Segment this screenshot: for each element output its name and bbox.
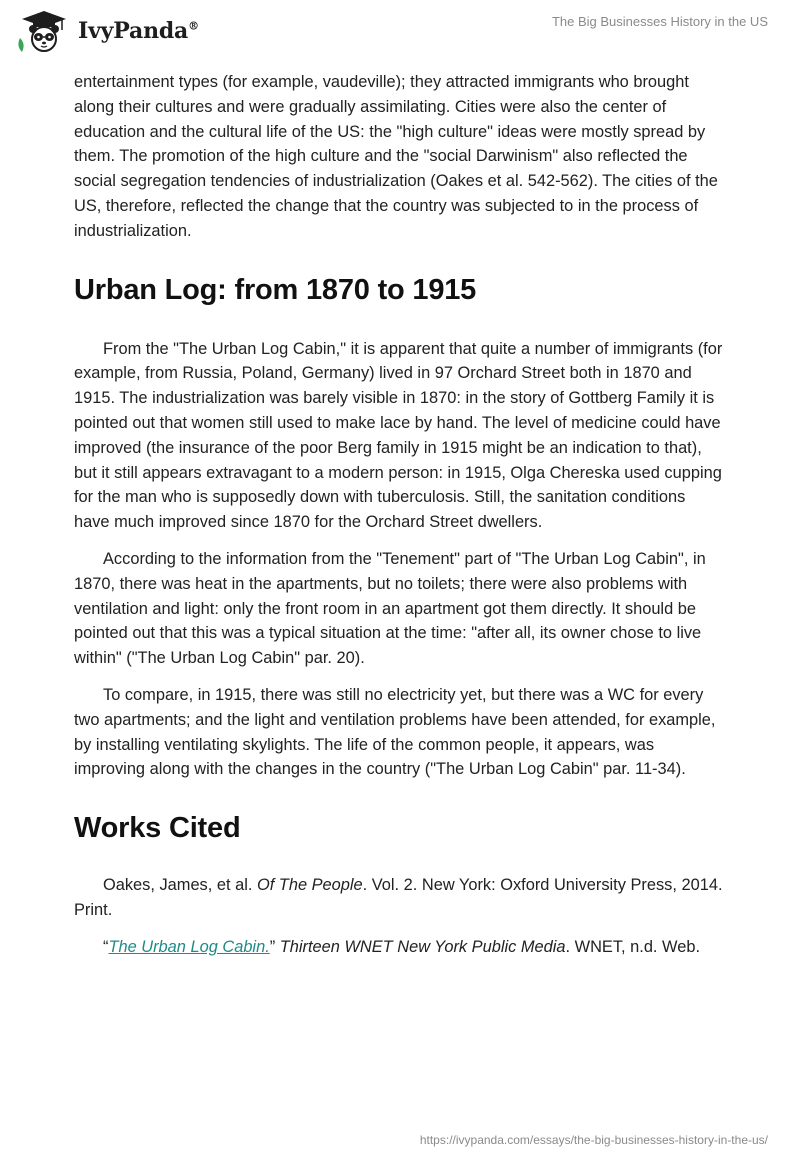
essay-body [74,70,724,960]
logo-wordmark: IvyPanda® [78,18,199,44]
citation-title: Of The People [256,876,363,895]
document-title: The Big Businesses History in the US [551,14,768,29]
footer-source-url[interactable]: https://ivypanda.com/essays/the-big-businesses-history-in-the-us/ [419,1133,768,1147]
paragraph: To compare, in 1915, there was still no electricity yet, but there was a WC for every two apartments; and the light and ventilation problems have been attended, for example, by installing ventilating skylights. The life of the common people, it appears, was improving along with the changes in the country ("The Urban Log Cabin" par. 11-34). [74,685,716,779]
citation-publication: Thirteen WNET New York Public Media [279,937,566,956]
page-header [0,0,800,62]
registered-mark: ® [188,19,199,33]
section-heading-works-cited: Works Cited [74,812,241,845]
panda-graduate-icon [14,8,74,54]
intro-paragraph: entertainment types (for example, vaudeville); they attracted immigrants who brought along their cultures and were gradually assimilating. Cities were also the center of education and the cultural life of the US: the "high culture" ideas were mostly spread by them. The promotion of the high culture and the "social Darwinism" also reflected the social segregation tendencies of industrialization (Oakes et al. 542-562). The cities of the US, therefore, reflected the change that the country was subjected to in the process of industrialization. [74,73,718,240]
citation-entry: “The Urban Log Cabin.” Thirteen WNET New York Public Media. WNET, n.d. Web. [103,937,701,956]
ivypanda-logo[interactable] [14,8,199,54]
citation-entry: Oakes, James, et al. Of The People. Vol. 2. New York: Oxford University Press, 2014. Print. [74,876,723,919]
paragraph: According to the information from the "Tenement" part of "The Urban Log Cabin", in 1870, there was heat in the apartments, but no toilets; there were also problems with ventilation and light: only the front room in an apartment got them directly. It should be pointed out that this was a typical situation at the time: "after all, its owner chose to live within" ("The Urban Log Cabin" par. 20). [74,549,706,668]
section-heading-urban-log: Urban Log: from 1870 to 1915 [74,273,477,306]
paragraph: From the "The Urban Log Cabin," it is apparent that quite a number of immigrants (for example, from Russia, Poland, Germany) lived in 97 Orchard Street both in 1870 and 1915. The industrialization was barely visible in 1870: in the story of Gottberg Family it is pointed out that women still used to make lace by hand. The level of medicine could have improved (the insurance of the poor Berg family in 1915 might be an indication to that), but it still appears extravagant to a modern person: in 1915, Olga Chereska used cupping for the man who is supposedly down with tuberculosis. Still, the sanitation conditions have much improved since 1870 for the Orchard Street dwellers. [74,339,723,532]
citation-link[interactable]: The Urban Log Cabin. [108,937,270,956]
